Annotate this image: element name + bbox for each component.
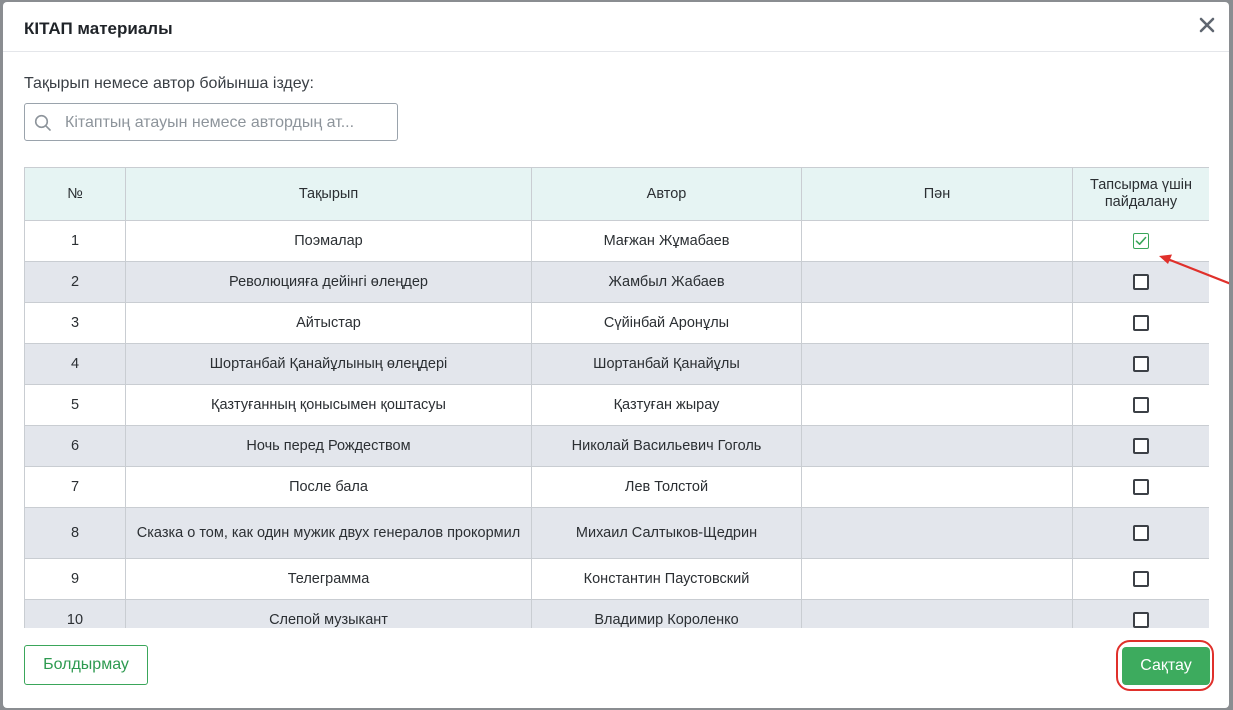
row-use-cell — [1073, 467, 1210, 508]
row-title: Сказка о том, как один мужик двух генералов прокормил — [126, 508, 532, 559]
row-title: После бала — [126, 467, 532, 508]
book-material-modal — [3, 2, 1229, 708]
row-title: Революцияға дейінгі өлеңдер — [126, 262, 532, 303]
row-use-cell — [1073, 508, 1210, 559]
close-icon — [1195, 13, 1219, 37]
use-for-task-checkbox[interactable] — [1133, 233, 1149, 249]
row-author: Шортанбай Қанайұлы — [532, 344, 802, 385]
row-number: 4 — [25, 344, 126, 385]
search-box[interactable] — [24, 103, 398, 141]
use-for-task-checkbox[interactable] — [1133, 397, 1149, 413]
use-for-task-checkbox[interactable] — [1133, 612, 1149, 628]
row-title: Слепой музыкант — [126, 600, 532, 629]
table-row — [25, 600, 1210, 629]
col-header-author: Автор — [532, 168, 802, 221]
row-number: 1 — [25, 221, 126, 262]
row-use-cell — [1073, 303, 1210, 344]
row-subject — [802, 600, 1073, 629]
row-title: Айтыстар — [126, 303, 532, 344]
table-row — [25, 385, 1210, 426]
use-for-task-checkbox[interactable] — [1133, 315, 1149, 331]
table-row — [25, 221, 1210, 262]
row-author: Сүйінбай Аронұлы — [532, 303, 802, 344]
col-header-title: Тақырып — [126, 168, 532, 221]
use-for-task-checkbox[interactable] — [1133, 274, 1149, 290]
use-for-task-checkbox[interactable] — [1133, 571, 1149, 587]
table-body — [25, 221, 1210, 629]
row-use-cell — [1073, 600, 1210, 629]
row-title: Поэмалар — [126, 221, 532, 262]
row-subject — [802, 426, 1073, 467]
table-row — [25, 303, 1210, 344]
col-header-use-for-task: Тапсырма үшін пайдалану — [1073, 168, 1210, 221]
table-header-row — [25, 168, 1210, 221]
row-number: 2 — [25, 262, 126, 303]
row-use-cell — [1073, 344, 1210, 385]
table-row — [25, 467, 1210, 508]
row-subject — [802, 385, 1073, 426]
table-row — [25, 426, 1210, 467]
search-input[interactable] — [63, 111, 392, 135]
row-number: 3 — [25, 303, 126, 344]
modal-header — [3, 2, 1229, 52]
row-number: 7 — [25, 467, 126, 508]
row-author: Владимир Короленко — [532, 600, 802, 629]
row-number: 8 — [25, 508, 126, 559]
row-author: Лев Толстой — [532, 467, 802, 508]
row-number: 9 — [25, 559, 126, 600]
col-header-subject: Пән — [802, 168, 1073, 221]
row-subject — [802, 344, 1073, 385]
table-row — [25, 508, 1210, 559]
search-label: Тақырып немесе автор бойынша іздеу: — [24, 75, 314, 92]
table-row — [25, 344, 1210, 385]
row-title: Шортанбай Қанайұлының өлеңдері — [126, 344, 532, 385]
row-use-cell — [1073, 385, 1210, 426]
row-subject — [802, 467, 1073, 508]
table-row — [25, 559, 1210, 600]
row-subject — [802, 559, 1073, 600]
row-title: Телеграмма — [126, 559, 532, 600]
books-table-container[interactable] — [24, 167, 1209, 628]
row-subject — [802, 262, 1073, 303]
row-author: Жамбыл Жабаев — [532, 262, 802, 303]
checkmark-icon — [1135, 235, 1147, 247]
row-number: 5 — [25, 385, 126, 426]
row-title: Ночь перед Рождеством — [126, 426, 532, 467]
row-subject — [802, 303, 1073, 344]
search-icon — [34, 114, 52, 132]
save-button[interactable]: Сақтау — [1122, 647, 1210, 685]
table-row — [25, 262, 1210, 303]
row-author: Константин Паустовский — [532, 559, 802, 600]
row-number: 10 — [25, 600, 126, 629]
row-number: 6 — [25, 426, 126, 467]
row-subject — [802, 508, 1073, 559]
row-author: Николай Васильевич Гоголь — [532, 426, 802, 467]
books-table — [24, 167, 1209, 628]
cancel-button[interactable]: Болдырмау — [24, 645, 148, 685]
use-for-task-checkbox[interactable] — [1133, 479, 1149, 495]
use-for-task-checkbox[interactable] — [1133, 356, 1149, 372]
close-button[interactable] — [1195, 13, 1219, 37]
row-author: Қазтуған жырау — [532, 385, 802, 426]
col-header-number: № — [25, 168, 126, 221]
row-author: Михаил Салтыков-Щедрин — [532, 508, 802, 559]
row-use-cell — [1073, 559, 1210, 600]
row-use-cell — [1073, 426, 1210, 467]
annotation-arrow-icon — [1153, 250, 1229, 286]
row-subject — [802, 221, 1073, 262]
modal-title: КІТАП материалы — [24, 19, 173, 38]
use-for-task-checkbox[interactable] — [1133, 438, 1149, 454]
use-for-task-checkbox[interactable] — [1133, 525, 1149, 541]
row-title: Қазтуғанның қонысымен қоштасуы — [126, 385, 532, 426]
row-author: Мағжан Жұмабаев — [532, 221, 802, 262]
